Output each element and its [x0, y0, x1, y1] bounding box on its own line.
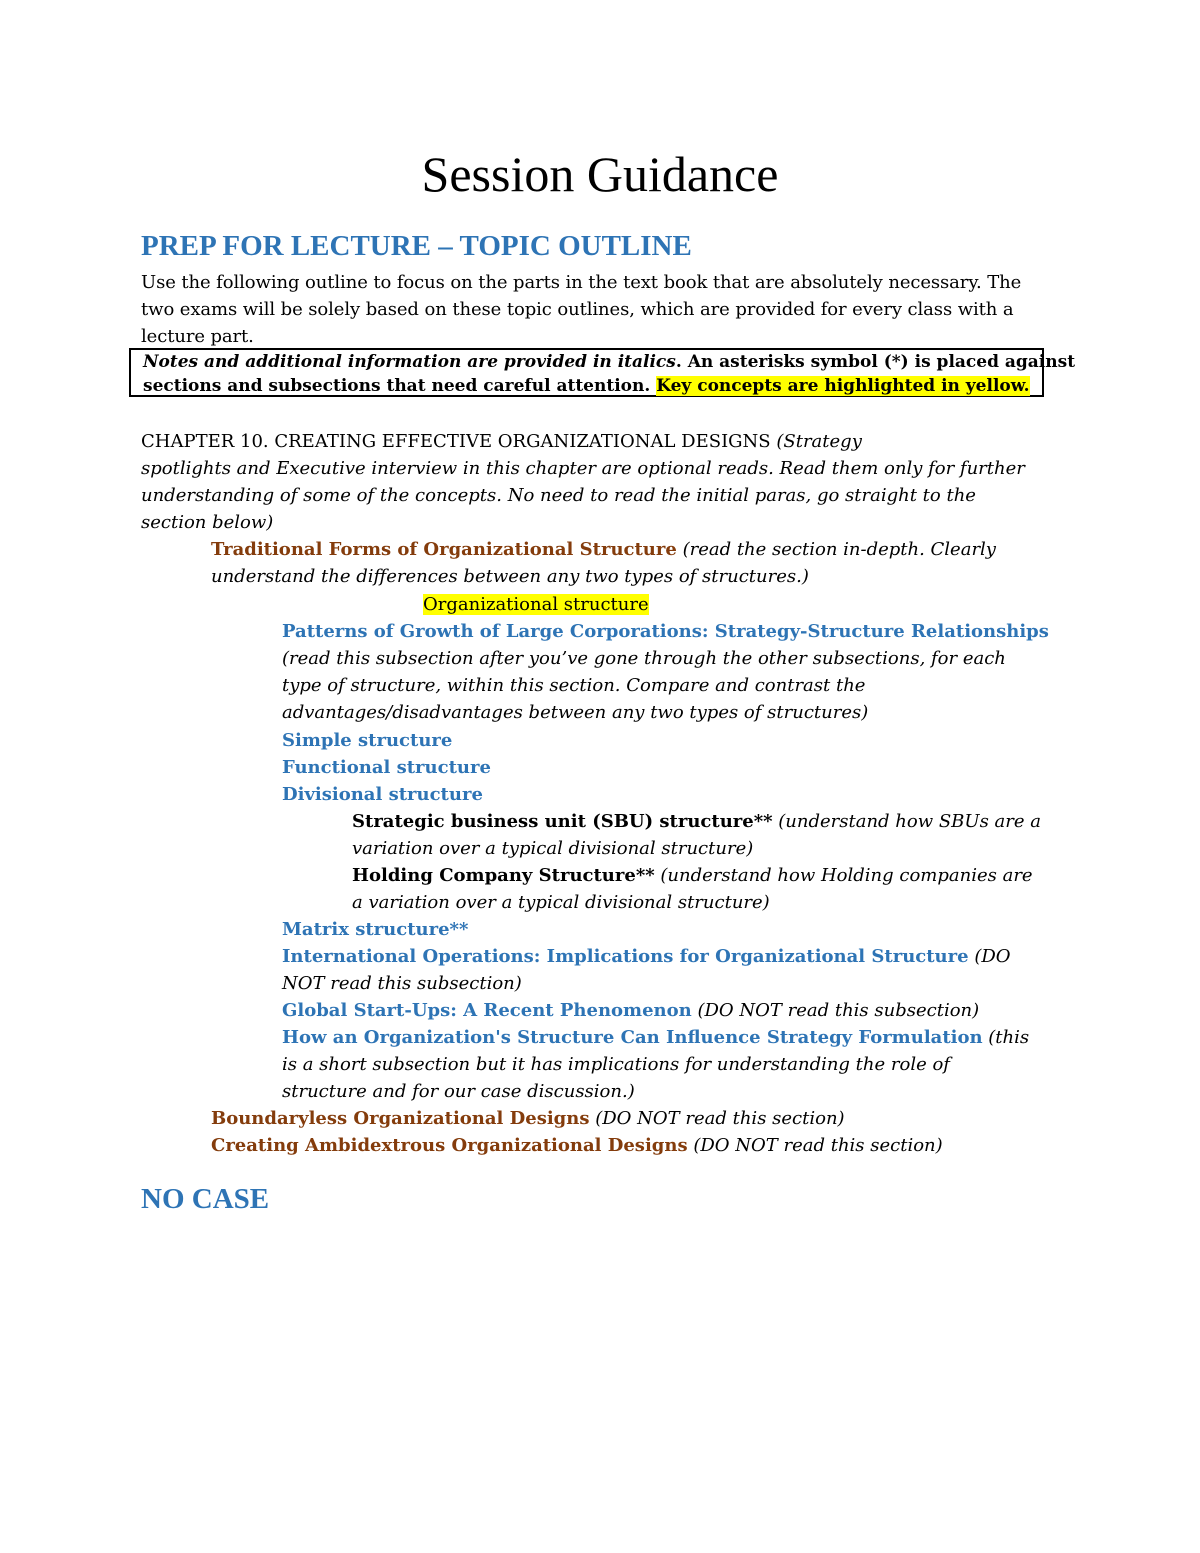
chapter-heading: CHAPTER 10. CREATING EFFECTIVE ORGANIZATIONAL DESIGNS	[141, 431, 771, 452]
boundaryless-note: (DO NOT read this section)	[589, 1108, 845, 1129]
notes-asterisk-text: . An asterisks symbol (*) is placed against	[675, 352, 1076, 372]
holding-title: Holding Company Structure**	[352, 865, 655, 886]
sbu-note-1: (understand how SBUs are a	[772, 811, 1041, 832]
org-structure-highlight: Organizational structure	[423, 594, 649, 615]
notes-highlight: Key concepts are highlighted in yellow.	[656, 375, 1030, 396]
subsection-international: International Operations: Implications for Organizational Structure	[282, 946, 969, 967]
influence-line	[282, 1024, 1029, 1051]
global-line	[282, 997, 979, 1024]
sbu-line	[352, 808, 1041, 835]
no-case-heading: NO CASE	[141, 1183, 270, 1215]
subsection-divisional: Divisional structure	[282, 784, 483, 805]
international-line	[282, 943, 1011, 970]
global-note: (DO NOT read this subsection)	[691, 1000, 980, 1021]
holding-note-1: (understand how Holding companies are	[654, 865, 1033, 886]
notes-italic: Notes and additional information are provided in italics	[143, 352, 676, 372]
holding-note-2: a variation over a typical divisional structure)	[352, 892, 770, 913]
boundaryless-line	[211, 1105, 845, 1132]
sbu-title: Strategic business unit (SBU) structure**	[352, 811, 773, 832]
chapter-heading-line	[141, 428, 862, 455]
subsection-simple: Simple structure	[282, 730, 453, 751]
influence-note-2: is a short subsection but it has implications for understanding the role of	[282, 1054, 950, 1075]
holding-line	[352, 862, 1033, 889]
subsection-influence: How an Organization's Structure Can Influence Strategy Formulation	[282, 1027, 983, 1048]
org-structure-line	[423, 591, 649, 618]
ambidextrous-line	[211, 1132, 943, 1159]
section-traditional-note-2: understand the differences between any two types of structures.)	[211, 566, 809, 587]
international-note-1: (DO	[968, 946, 1011, 967]
intro-line-1: Use the following outline to focus on the parts in the text book that are absolutely necessary. The	[141, 272, 1022, 293]
influence-note-1: (this	[982, 1027, 1030, 1048]
section-traditional-line	[211, 536, 996, 563]
intro-line-2: two exams will be solely based on these topic outlines, which are provided for every class with a	[141, 298, 1014, 320]
subsection-patterns-note-3: advantages/disadvantages between any two types of structures)	[282, 702, 869, 723]
chapter-note-4: section below)	[141, 512, 274, 533]
subsection-functional: Functional structure	[282, 757, 491, 778]
chapter-note-2: spotlights and Executive interview in this chapter are optional reads. Read them only for further	[141, 458, 1025, 479]
subsection-patterns-note-2: type of structure, within this section. Compare and contrast the	[282, 675, 866, 696]
international-note-2: NOT read this subsection)	[282, 973, 522, 994]
subsection-matrix: Matrix structure**	[282, 919, 469, 940]
influence-note-3: structure and for our case discussion.)	[282, 1081, 635, 1102]
intro-paragraph	[141, 270, 1061, 350]
subsection-patterns: Patterns of Growth of Large Corporations: Strategy-Structure Relationships	[282, 621, 1049, 642]
notes-box	[129, 348, 1076, 397]
subsection-global: Global Start-Ups: A Recent Phenomenon	[282, 1000, 692, 1021]
chapter-note-1: (Strategy	[770, 431, 862, 452]
chapter-note-3: understanding of some of the concepts. No need to read the initial paras, go straight to the	[141, 485, 976, 506]
section-traditional-note-1: (read the section in-depth. Clearly	[676, 539, 996, 560]
sbu-note-2: variation over a typical divisional structure)	[352, 838, 754, 859]
subsection-patterns-note-1: (read this subsection after you’ve gone through the other subsections, for each	[282, 648, 1006, 669]
section-traditional: Traditional Forms of Organizational Structure	[211, 539, 677, 560]
notes-line2: sections and subsections that need careful attention.	[143, 375, 657, 396]
section-ambidextrous: Creating Ambidextrous Organizational Designs	[211, 1135, 688, 1156]
ambidextrous-note: (DO NOT read this section)	[687, 1135, 943, 1156]
notes-box-text	[143, 351, 1076, 398]
page-title: Session Guidance	[421, 146, 779, 202]
intro-line-3: lecture part.	[141, 325, 254, 347]
prep-heading: PREP FOR LECTURE – TOPIC OUTLINE	[141, 230, 692, 262]
section-boundaryless: Boundaryless Organizational Designs	[211, 1108, 590, 1129]
